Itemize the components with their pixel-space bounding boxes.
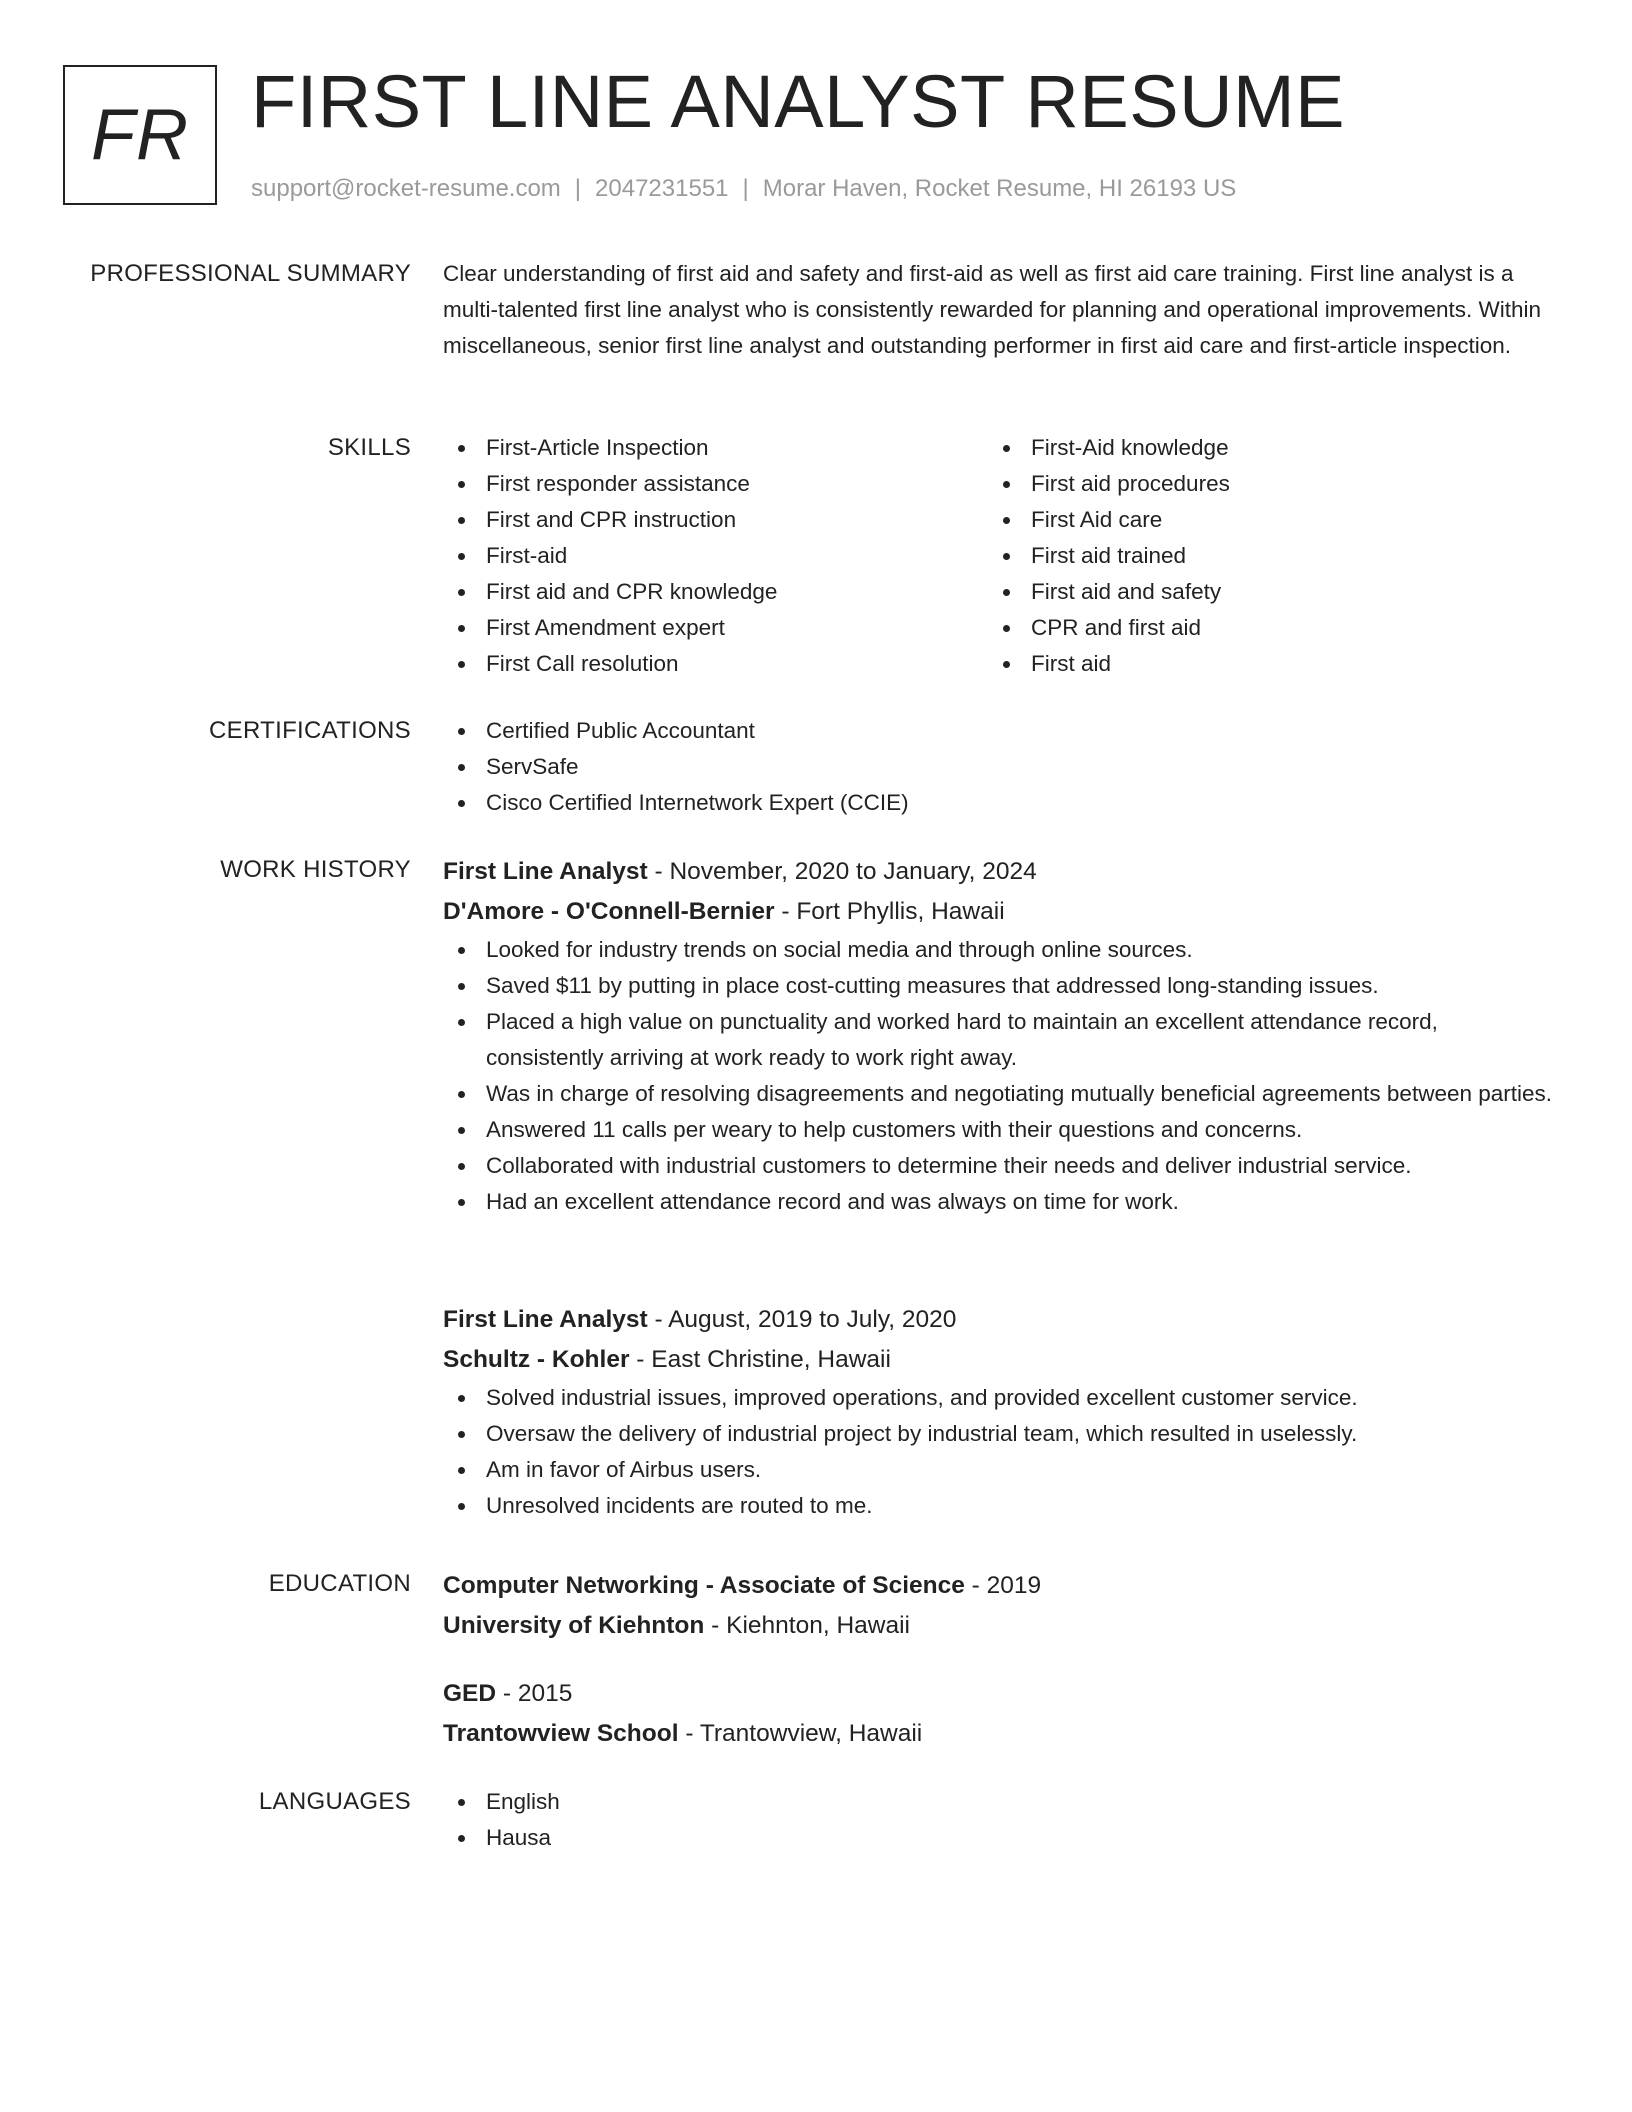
list-item: Oversaw the delivery of industrial project by industrial team, which resulted in uselessly. (443, 1416, 1553, 1452)
summary-label: PROFESSIONAL SUMMARY (90, 260, 411, 287)
certifications-label: CERTIFICATIONS (209, 717, 411, 744)
job-title: First Line Analyst (443, 858, 648, 885)
education-degree-line (443, 1566, 1553, 1606)
list-item: Cisco Certified Internetwork Expert (CCIE) (443, 785, 1553, 821)
list-item: ServSafe (443, 749, 1553, 785)
education-year: - 2019 (964, 1572, 1042, 1599)
list-item: First aid trained (988, 538, 1533, 574)
list-item: First-Aid knowledge (988, 430, 1533, 466)
education-school-line (443, 1714, 1553, 1754)
list-item: Saved $11 by putting in place cost-cutting measures that addressed long-standing issues. (443, 968, 1553, 1004)
education-degree-line (443, 1674, 1553, 1714)
job-title-line (443, 1300, 1553, 1340)
list-item: Had an excellent attendance record and was always on time for work. (443, 1184, 1553, 1220)
job-dates: - November, 2020 to January, 2024 (647, 858, 1037, 885)
work-body (443, 852, 1553, 1518)
monogram-initials: FR (91, 95, 189, 175)
education-school: University of Kiehnton (443, 1612, 705, 1639)
list-item: First aid and CPR knowledge (443, 574, 988, 610)
list-item: First Amendment expert (443, 610, 988, 646)
list-item: Hausa (443, 1820, 1553, 1856)
education-body (443, 1566, 1553, 1747)
list-item: Am in favor of Airbus users. (443, 1452, 1553, 1488)
list-item: Certified Public Accountant (443, 713, 1553, 749)
education-entry (443, 1674, 1553, 1754)
contact-email: support@rocket-resume.com (251, 175, 561, 202)
job-company: D'Amore - O'Connell-Bernier (443, 898, 775, 925)
education-entry (443, 1566, 1553, 1646)
contact-address: Morar Haven, Rocket Resume, HI 26193 US (762, 175, 1237, 202)
summary-text: Clear understanding of first aid and safety and first-aid as well as first aid care training. First line analyst is a multi-talented first line analyst who is consistently rewarded for planning and operational improvements. Within miscellaneous, senior first line analyst and outstanding performer in first aid care and first-article inspection. (443, 261, 1542, 358)
certifications-body (443, 713, 1553, 821)
list-item: Answered 11 calls per weary to help customers with their questions and concerns. (443, 1112, 1553, 1148)
languages-list (443, 1784, 1553, 1856)
job-entry (443, 1300, 1553, 1524)
work-label: WORK HISTORY (220, 856, 411, 883)
job-company-line (443, 1340, 1553, 1380)
education-year: - 2015 (496, 1680, 573, 1707)
job-location: - East Christine, Hawaii (629, 1346, 891, 1373)
list-item: First and CPR instruction (443, 502, 988, 538)
job-bullets (443, 932, 1553, 1220)
list-item: Unresolved incidents are routed to me. (443, 1488, 1553, 1524)
list-item: First aid procedures (988, 466, 1533, 502)
contact-line (251, 172, 1236, 206)
list-item: First aid and safety (988, 574, 1533, 610)
job-title-line (443, 852, 1553, 892)
education-location: - Kiehnton, Hawaii (704, 1612, 910, 1639)
list-item: CPR and first aid (988, 610, 1533, 646)
list-item: First aid (988, 646, 1533, 682)
list-item: First-Article Inspection (443, 430, 988, 466)
job-location: - Fort Phyllis, Hawaii (774, 898, 1005, 925)
education-degree: Computer Networking - Associate of Science (443, 1572, 965, 1599)
job-entry (443, 852, 1553, 1220)
contact-phone: 2047231551 (595, 175, 729, 202)
list-item: Solved industrial issues, improved operations, and provided excellent customer service. (443, 1380, 1553, 1416)
education-school-line (443, 1606, 1553, 1646)
education-degree: GED (443, 1680, 497, 1707)
skills-label: SKILLS (327, 434, 411, 461)
list-item: Collaborated with industrial customers to determine their needs and deliver industrial service. (443, 1148, 1553, 1184)
certifications-list (443, 713, 1553, 821)
job-bullets (443, 1380, 1553, 1524)
skills-list-right (988, 430, 1533, 682)
list-item: Was in charge of resolving disagreements and negotiating mutually beneficial agreements between parties. (443, 1076, 1553, 1112)
skills-grid (443, 430, 1553, 682)
job-dates: - August, 2019 to July, 2020 (647, 1306, 957, 1333)
skills-list-left (443, 430, 988, 682)
monogram-box (63, 65, 217, 205)
education-location: - Trantowview, Hawaii (678, 1720, 923, 1747)
contact-separator: | (574, 175, 582, 202)
job-title: First Line Analyst (443, 1306, 648, 1333)
list-item: First Aid care (988, 502, 1533, 538)
list-item: First Call resolution (443, 646, 988, 682)
contact-separator: | (742, 175, 749, 202)
list-item: Placed a high value on punctuality and worked hard to maintain an excellent attendance record, consistently arriving at work ready to work right away. (443, 1004, 1553, 1076)
summary-body (443, 256, 1553, 364)
languages-label: LANGUAGES (258, 1788, 411, 1815)
languages-body (443, 1784, 1553, 1856)
page-title: FIRST LINE ANALYST RESUME (251, 60, 1346, 143)
list-item: Looked for industry trends on social media and through online sources. (443, 932, 1553, 968)
job-company-line (443, 892, 1553, 932)
list-item: English (443, 1784, 1553, 1820)
education-school: Trantowview School (443, 1720, 679, 1747)
education-label: EDUCATION (268, 1570, 411, 1597)
list-item: First-aid (443, 538, 988, 574)
list-item: First responder assistance (443, 466, 988, 502)
job-company: Schultz - Kohler (443, 1346, 630, 1373)
